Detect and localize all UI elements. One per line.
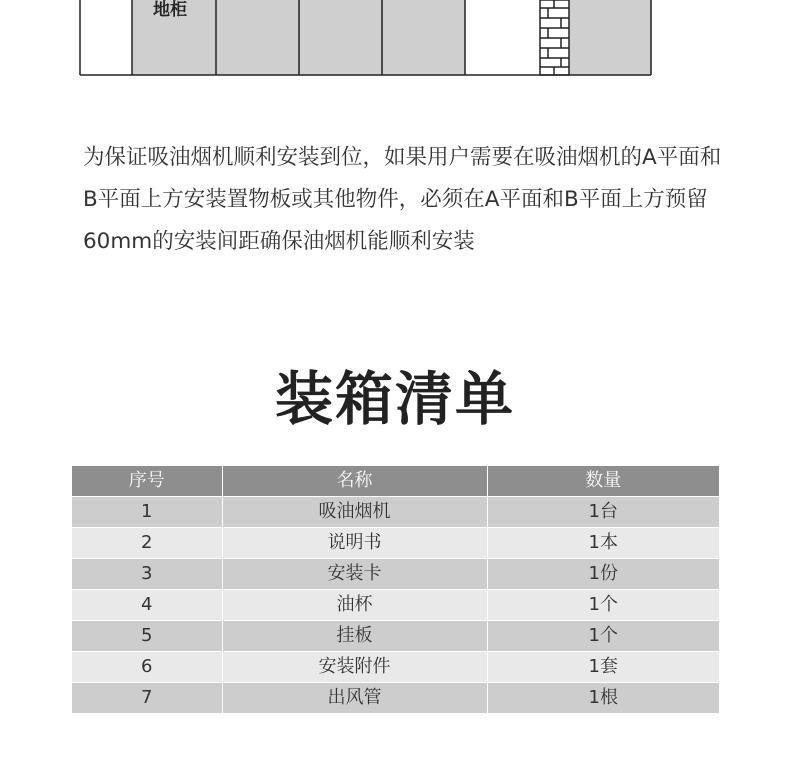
cell-serial-number: 5	[72, 621, 222, 652]
cell-serial-number: 3	[72, 559, 222, 590]
cell-serial-number: 2	[72, 528, 222, 559]
table-row	[72, 497, 719, 528]
cabinet-diagram-drawing	[0, 0, 790, 80]
packing-list-title: 装箱清单	[274, 365, 515, 433]
cabinet-diagram	[0, 0, 790, 80]
cabinet-panel-2	[216, 0, 299, 75]
header-quantity: 数量	[487, 466, 719, 497]
header-item-name: 名称	[222, 466, 487, 497]
installation-note: 为保证吸油烟机顺利安装到位，如果用户需要在吸油烟机的A平面和B平面上方安装置物板或其他物件，必须在A平面和B平面上方预留60mm的安装间距确保油烟机能顺利安装	[83, 145, 722, 254]
cell-quantity: 1个	[487, 590, 719, 621]
cell-quantity: 1套	[487, 652, 719, 683]
table-row	[72, 559, 719, 590]
brick-wall	[540, 0, 569, 75]
table-header-row	[72, 466, 719, 497]
cell-item-name: 挂板	[222, 621, 487, 652]
cell-quantity: 1根	[487, 683, 719, 714]
cabinet-panel-4	[382, 0, 465, 75]
cell-item-name: 油杯	[222, 590, 487, 621]
cell-serial-number: 4	[72, 590, 222, 621]
packing-list-table	[72, 466, 719, 714]
table-row	[72, 621, 719, 652]
table-row	[72, 528, 719, 559]
cabinet-panel-3	[299, 0, 382, 75]
floor-cabinet-label: 地柜	[153, 0, 187, 20]
cell-item-name: 吸油烟机	[222, 497, 487, 528]
table-row	[72, 652, 719, 683]
cell-item-name: 说明书	[222, 528, 487, 559]
cell-quantity: 1台	[487, 497, 719, 528]
cell-item-name: 安装附件	[222, 652, 487, 683]
cabinet-panel-5	[569, 0, 651, 75]
cell-quantity: 1本	[487, 528, 719, 559]
cell-serial-number: 6	[72, 652, 222, 683]
cell-item-name: 安装卡	[222, 559, 487, 590]
cell-serial-number: 1	[72, 497, 222, 528]
cell-item-name: 出风管	[222, 683, 487, 714]
table-row	[72, 590, 719, 621]
cell-serial-number: 7	[72, 683, 222, 714]
table-row	[72, 683, 719, 714]
cell-quantity: 1份	[487, 559, 719, 590]
header-serial-number: 序号	[72, 466, 222, 497]
cell-quantity: 1个	[487, 621, 719, 652]
